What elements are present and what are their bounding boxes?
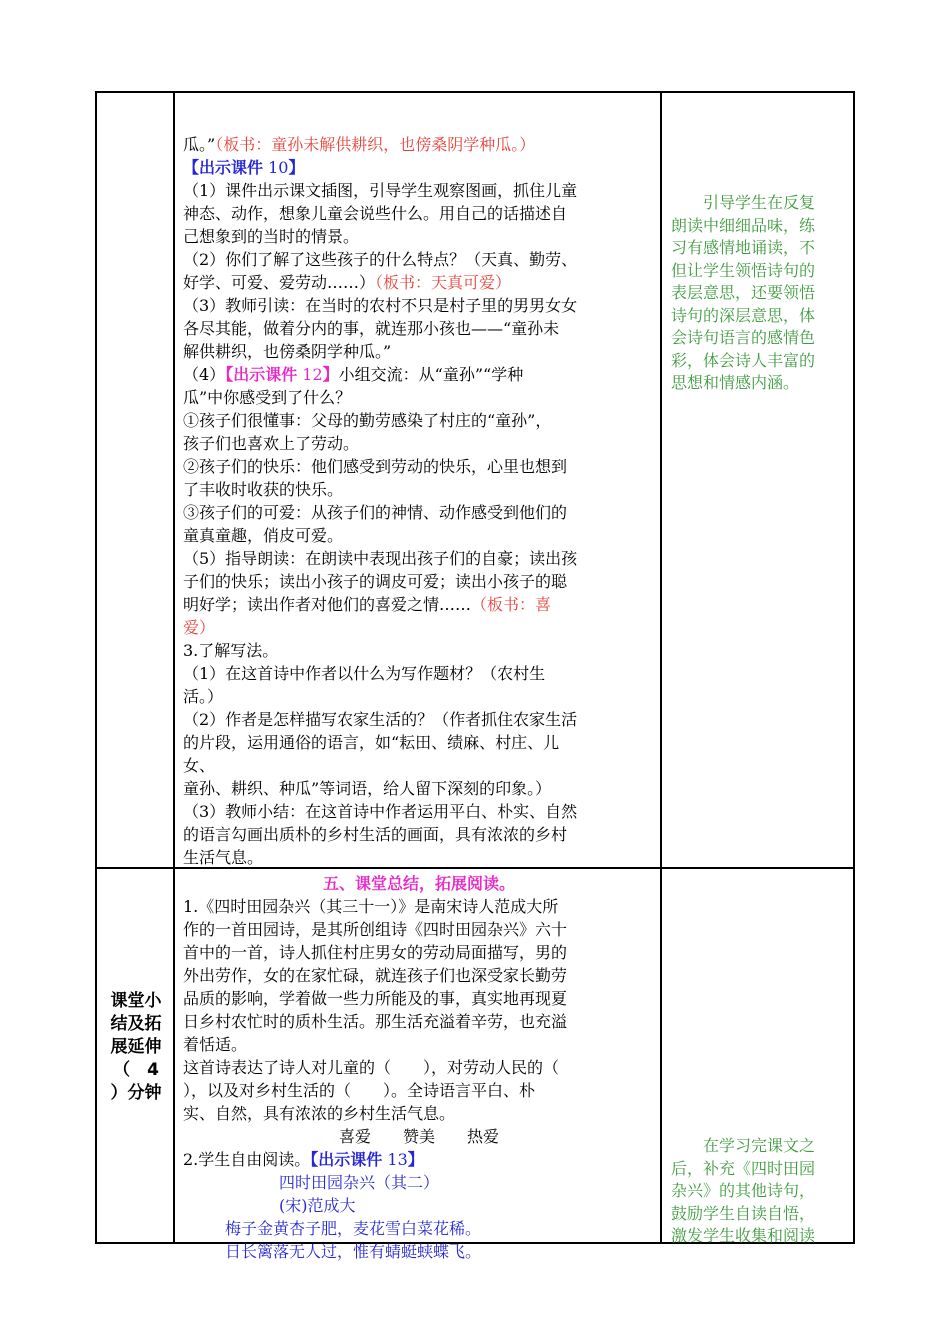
text-line-segment: 子们的快乐；读出小孩子的调皮可爱；读出小孩子的聪: [183, 572, 568, 591]
text-line: [183, 754, 655, 777]
text-line: [183, 1217, 655, 1240]
stage-label-line: 结及拓: [110, 1014, 162, 1034]
text-line: [183, 455, 655, 478]
text-line-segment: 瓜”中你感受到了什么？: [183, 388, 352, 407]
lesson-plan-table: [95, 91, 855, 1261]
intent-line: 引导学生在反复: [671, 193, 816, 212]
text-line: [183, 225, 655, 248]
text-line-segment: 孩子们也喜欢上了劳动。: [183, 434, 360, 453]
text-line-segment: 女、: [183, 756, 216, 775]
text-line-segment: 【出示课件: [225, 365, 298, 384]
text-line-segment: 明好学；读出作者对他们的喜爱之情……: [183, 595, 472, 614]
teaching-process-cell-1: [183, 133, 655, 867]
text-line: [183, 872, 655, 895]
text-line: [183, 547, 655, 570]
text-line-segment: 了丰收时收获的快乐。: [183, 480, 344, 499]
text-line: [183, 271, 655, 294]
text-line-segment: 好学、可爱、爱劳动……）: [183, 273, 376, 292]
column-divider-2: [660, 91, 662, 1244]
text-line: [183, 777, 655, 800]
stage-label-line: （ 4: [113, 1060, 159, 1080]
intent-line: 习有感情地诵读，不: [671, 238, 816, 257]
text-line-segment: 1.《四时田园杂兴（其三十一）》是南宋诗人范成大所: [183, 897, 559, 916]
text-line-segment: （板书：童孙未解供耕织，也傍桑阴学种瓜。）: [215, 135, 536, 154]
text-line-segment: 日乡村农忙时的质朴生活。那生活充溢着辛劳，也充溢: [183, 1012, 568, 1031]
intent-line: 后，补充《四时田园: [671, 1158, 816, 1178]
text-line-segment: （2）你们了解了这些孩子的什么特点？（天真、勤劳、: [183, 250, 578, 269]
intent-line: 但让学生领悟诗句的: [671, 260, 816, 280]
text-line-segment: 小组交流：从“童孙”“学种: [338, 365, 524, 384]
text-line: [183, 340, 655, 363]
design-intent-cell-1: [671, 192, 847, 492]
text-line-segment: 爱）: [183, 618, 216, 637]
text-line-segment: 日长篱落无人过，惟有蜻蜓蛱蝶飞。: [225, 1242, 482, 1261]
text-line-segment: 梅子金黄杏子肥，麦花雪白菜花稀。: [225, 1219, 482, 1238]
text-line: [183, 662, 655, 685]
stage-label-line: 课堂小: [110, 991, 162, 1011]
text-line-segment: 己想象到的当时的情景。: [183, 227, 360, 246]
text-line-segment: 【出示课件: [183, 158, 264, 177]
text-line-segment: 13: [382, 1150, 408, 1169]
text-line: [183, 616, 655, 639]
intent-line: 朗读中细细品味，练: [671, 215, 816, 235]
text-line: [183, 685, 655, 708]
text-line: [183, 478, 655, 501]
text-line: [183, 1102, 655, 1125]
text-line-segment: 童孙、耕织、种瓜”等词语，给人留下深刻的印象。）: [183, 779, 552, 798]
intent-line: 表层意思，还要领悟: [671, 283, 816, 302]
text-line-segment: 12: [297, 365, 323, 384]
text-line-segment: 】: [288, 158, 305, 177]
text-line-segment: （板书：喜: [471, 595, 552, 614]
text-line-segment: （1）课件出示课文插图，引导学生观察图画，抓住儿童: [183, 181, 578, 200]
teaching-process-cell-2: [183, 872, 655, 1261]
text-line: [183, 1079, 655, 1102]
text-line-segment: (宋)范成大: [279, 1196, 356, 1215]
text-line: [183, 294, 655, 317]
text-line: [183, 248, 655, 271]
text-line: [183, 964, 655, 987]
text-line: [183, 363, 655, 386]
text-line-segment: 四时田园杂兴（其二）: [279, 1173, 440, 1192]
text-line-segment: （4）: [183, 365, 226, 384]
text-line: [183, 570, 655, 593]
intent-line: 杂兴》的其他诗句，: [671, 1181, 816, 1200]
text-line-segment: 】: [322, 365, 339, 384]
intent-line: 在学习完课文之: [671, 1136, 816, 1155]
text-line: [183, 593, 655, 616]
text-line: [183, 1148, 655, 1171]
text-line-segment: 2.学生自由阅读。: [183, 1150, 311, 1169]
text-line-segment: （板书：天真可爱）: [375, 273, 512, 292]
text-line-segment: 】: [407, 1150, 424, 1169]
text-line: [183, 1240, 655, 1263]
design-intent-cell-2: [671, 1135, 847, 1245]
text-line: [183, 317, 655, 340]
text-line: [183, 800, 655, 823]
text-line-segment: 3.了解写法。: [183, 641, 279, 660]
text-line: [183, 409, 655, 432]
text-line-segment: （3）教师小结：在这首诗中作者运用平白、朴实、自然: [183, 802, 578, 821]
text-line: [183, 386, 655, 409]
intent-line: 会诗句语言的感情色: [671, 328, 816, 347]
text-line: [183, 639, 655, 662]
text-line-segment: 作的一首田园诗，是其所创组诗《四时田园杂兴》六十: [183, 920, 568, 939]
text-line-segment: ③孩子们的可爱：从孩子们的神情、动作感受到他们的: [183, 503, 568, 522]
text-line-segment: 品质的影响，学着做一些力所能及的事，真实地再现夏: [183, 989, 568, 1008]
text-line: [183, 1056, 655, 1079]
text-line-segment: （5）指导朗读：在朗读中表现出孩子们的自豪；读出孩: [183, 549, 578, 568]
intent-line: 彩，体会诗人丰富的: [671, 350, 816, 370]
text-line-segment: 童真童趣，俏皮可爱。: [183, 526, 344, 545]
text-line-segment: （1）在这首诗中作者以什么为写作题材？（农村生: [183, 664, 546, 683]
text-line: [183, 179, 655, 202]
text-line: [183, 432, 655, 455]
text-line: [183, 731, 655, 754]
text-line-segment: 五、课堂总结，拓展阅读。: [322, 874, 515, 893]
intent-line: 诗句的深层意思，体: [671, 305, 816, 325]
text-line: [183, 1194, 655, 1217]
text-line: [183, 524, 655, 547]
text-line-segment: 首中的一首，诗人抓住村庄男女的劳动局面描写，男的: [183, 943, 568, 962]
table-border-right: [853, 91, 855, 1244]
text-line-segment: ②孩子们的快乐：他们感受到劳动的快乐，心里也想到: [183, 457, 568, 476]
text-line-segment: 的语言勾画出质朴的乡村生活的画面，具有浓浓的乡村: [183, 825, 568, 844]
text-line-segment: 【出示课件: [310, 1150, 383, 1169]
text-line-segment: 着恬适。: [183, 1035, 248, 1054]
text-line-segment: 外出劳作，女的在家忙碌，就连孩子们也深受家长勤劳: [183, 966, 568, 985]
text-line-segment: ），以及对乡村生活的（ ）。全诗语言平白、朴: [183, 1081, 536, 1100]
stage-label-line: ）分钟: [110, 1083, 162, 1103]
text-line-segment: 瓜。”: [183, 135, 216, 154]
text-line: [183, 156, 655, 179]
text-line: [183, 987, 655, 1010]
column-divider-1: [173, 91, 175, 1244]
text-line-segment: 各尽其能，做着分内的事，就连那小孩也——“童孙未: [183, 319, 560, 338]
text-line-segment: （2）作者是怎样描写农家生活的？（作者抓住农家生活: [183, 710, 578, 729]
text-line: [183, 918, 655, 941]
intent-line: 激发学生收集和阅读: [671, 1226, 816, 1245]
table-border-top: [95, 91, 855, 93]
text-line: [183, 1125, 655, 1148]
intent-line: 鼓励学生自读自悟，: [671, 1203, 816, 1223]
table-border-left: [95, 91, 97, 1244]
text-line: [183, 708, 655, 731]
text-line: [183, 1010, 655, 1033]
text-line-segment: 生活气息。: [183, 848, 264, 867]
text-line: [183, 823, 655, 846]
text-line: [183, 133, 655, 156]
text-line: [183, 941, 655, 964]
text-line: [183, 846, 655, 869]
stage-label-cell: [101, 990, 171, 1130]
text-line-segment: 解供耕织，也傍桑阴学种瓜。”: [183, 342, 392, 361]
stage-label-line: 展延伸: [110, 1037, 162, 1057]
text-line-segment: 这首诗表达了诗人对儿童的（ ），对劳动人民的（: [183, 1058, 560, 1077]
text-line-segment: 神态、动作，想象儿童会说些什么。用自己的话描述自: [183, 204, 568, 223]
text-line-segment: 喜爱 赞美 热爱: [338, 1127, 499, 1146]
text-line: [183, 1033, 655, 1056]
intent-line: 思想和情感内涵。: [671, 373, 800, 392]
text-line-segment: 10: [263, 158, 289, 177]
text-line-segment: 的片段，运用通俗的语言，如“耘田、绩麻、村庄、儿: [183, 733, 560, 752]
text-line-segment: 实、自然，具有浓浓的乡村生活气息。: [183, 1104, 456, 1123]
text-line: [183, 501, 655, 524]
text-line: [183, 1171, 655, 1194]
text-line-segment: ①孩子们很懂事：父母的勤劳感染了村庄的“童孙”，: [183, 411, 552, 430]
text-line-segment: （3）教师引读：在当时的农村不只是村子里的男男女女: [183, 296, 578, 315]
text-line-segment: 活。）: [183, 687, 224, 706]
text-line: [183, 895, 655, 918]
text-line: [183, 202, 655, 225]
